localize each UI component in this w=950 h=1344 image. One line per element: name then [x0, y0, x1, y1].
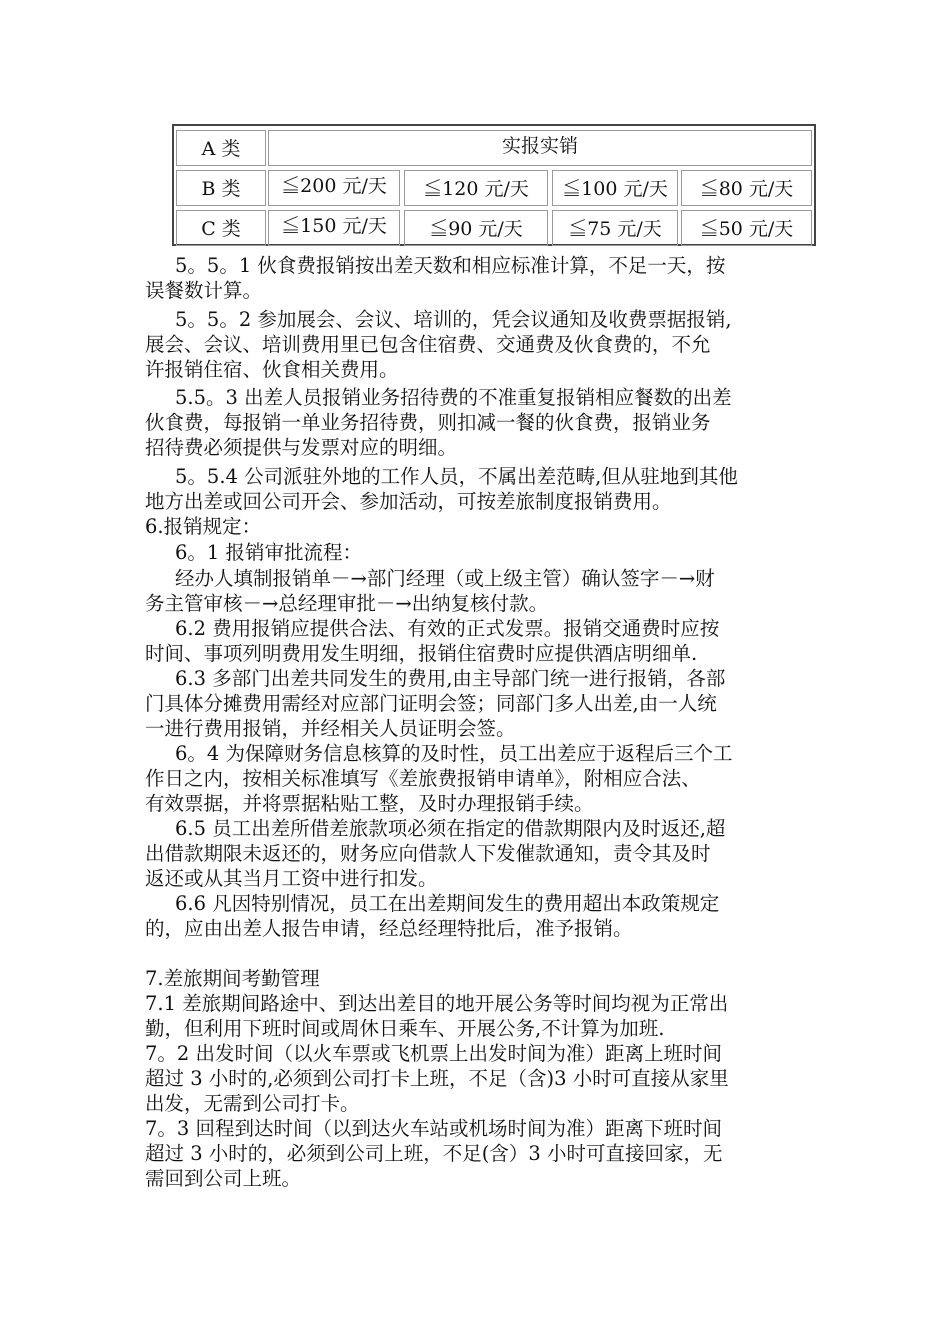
table-cell: ≦75 元/天 — [552, 210, 678, 246]
section-heading-6 — [145, 514, 825, 539]
text-line: 6。4 为保障财务信息核算的及时性，员工出差应于返程后三个工 — [175, 742, 733, 765]
text-line: 7.差旅期间考勤管理 — [145, 967, 320, 990]
table-cell: ≦80 元/天 — [681, 170, 812, 206]
text-line: 超过 3 小时的,必须到公司打卡上班，不足（含)3 小时可直接从家里 — [145, 1067, 729, 1090]
text-line: 5。5。2 参加展会、会议、培训的，凭会议通知及收费票据报销, — [175, 308, 732, 331]
text-line: 出借款期限未返还的，财务应向借款人下发催款通知，责令其及时 — [145, 842, 711, 865]
table-cell: ≦50 元/天 — [681, 210, 812, 246]
text-line: 作日之内，按相关标准填写《差旅费报销申请单》，附相应合法、 — [145, 767, 701, 790]
text-line: 7。3 回程到达时间（以到达火车站或机场时间为准）距离下班时间 — [145, 1117, 723, 1140]
text-line: 超过 3 小时的，必须到公司上班，不足(含）3 小时可直接回家，无 — [145, 1142, 723, 1165]
table-row — [174, 168, 814, 208]
paragraph-5-5-1 — [145, 253, 825, 303]
table-row — [174, 128, 814, 168]
paragraph-approval-flow — [145, 566, 825, 616]
text-line: 6.报销规定： — [145, 515, 262, 538]
paragraph-6-2 — [145, 616, 825, 666]
text-line: 招待费必须提供与发票对应的明细。 — [145, 436, 458, 459]
table-cell: ≦150 元/天 — [268, 210, 400, 246]
table-row-label: B 类 — [176, 170, 266, 206]
text-line: 5.5。3 出差人员报销业务招待费的不准重复报销相应餐数的出差 — [175, 386, 732, 409]
text-line: 误餐数计算。 — [145, 279, 263, 302]
text-line: 需回到公司上班。 — [145, 1167, 302, 1190]
table-row-label: A 类 — [176, 130, 266, 166]
table-cell: ≦120 元/天 — [404, 170, 548, 206]
table-row — [174, 208, 814, 248]
text-line: 6.3 多部门出差共同发生的费用,由主导部门统一进行报销，各部 — [175, 667, 726, 690]
paragraph-5-5-2 — [145, 307, 825, 382]
paragraph-7-3 — [145, 1116, 825, 1191]
text-line: 时间、事项列明费用发生明细，报销住宿费时应提供酒店明细单. — [145, 642, 698, 665]
text-line: 的，应由出差人报告申请，经总经理特批后，准予报销。 — [145, 917, 633, 940]
table-row-label: C 类 — [176, 210, 266, 246]
paragraph-5-5-3 — [145, 385, 825, 460]
text-line: 7.1 差旅期间路途中、到达出差目的地开展公务等时间均视为正常出 — [145, 992, 729, 1015]
text-line: 展会、会议、培训费用里已包含住宿费、交通费及伙食费的，不允 — [145, 333, 711, 356]
paragraph-7-2 — [145, 1041, 825, 1116]
paragraph-7-1 — [145, 991, 825, 1041]
text-line: 务主管审核－→总经理审批－→出纳复核付款。 — [145, 592, 549, 615]
text-line: 一进行费用报销，并经相关人员证明会签。 — [145, 717, 516, 740]
text-line: 伙食费，每报销一单业务招待费，则扣减一餐的伙食费，报销业务 — [145, 411, 711, 434]
paragraph-6-3 — [145, 666, 825, 741]
paragraph-6-5 — [145, 816, 825, 891]
text-line: 有效票据，并将票据粘贴工整，及时办理报销手续。 — [145, 792, 594, 815]
text-line: 返还或从其当月工资中进行扣发。 — [145, 867, 438, 890]
section-heading-7 — [145, 966, 825, 991]
table-cell: ≦100 元/天 — [552, 170, 678, 206]
table-cell: ≦200 元/天 — [268, 170, 400, 206]
text-line: 5。5.4 公司派驻外地的工作人员，不属出差范畴,但从驻地到其他 — [175, 465, 738, 488]
paragraph-5-5-4 — [145, 464, 825, 514]
text-line: 勤，但利用下班时间或周休日乘车、开展公务,不计算为加班. — [145, 1017, 665, 1040]
text-line: 地方出差或回公司开会、参加活动，可按差旅制度报销费用。 — [145, 490, 672, 513]
paragraph-6-6 — [145, 891, 825, 941]
text-line: 6.6 凡因特别情况，员工在出差期间发生的费用超出本政策规定 — [175, 892, 720, 915]
text-line: 门具体分摊费用需经对应部门证明会签；同部门多人出差,由一人统 — [145, 692, 717, 715]
text-line: 6。1 报销审批流程： — [175, 541, 363, 564]
text-line: 7。2 出发时间（以火车票或飞机票上出发时间为准）距离上班时间 — [145, 1042, 723, 1065]
text-line: 经办人填制报销单－→部门经理（或上级主管）确认签字－→财 — [175, 567, 715, 590]
paragraph-6-4 — [145, 741, 825, 816]
accommodation-rate-table — [172, 124, 816, 246]
text-line: 许报销住宿、伙食相关费用。 — [145, 358, 399, 381]
text-line: 出发，无需到公司打卡。 — [145, 1092, 360, 1115]
text-line: 6.2 费用报销应提供合法、有效的正式发票。报销交通费时应按 — [175, 617, 720, 640]
paragraph-6-1 — [145, 540, 825, 565]
table-cell: 实报实销 — [268, 130, 812, 166]
text-line: 6.5 员工出差所借差旅款项必须在指定的借款期限内及时返还,超 — [175, 817, 726, 840]
text-line: 5。5。1 伙食费报销按出差天数和相应标准计算，不足一天，按 — [175, 254, 726, 277]
table-cell: ≦90 元/天 — [404, 210, 548, 246]
